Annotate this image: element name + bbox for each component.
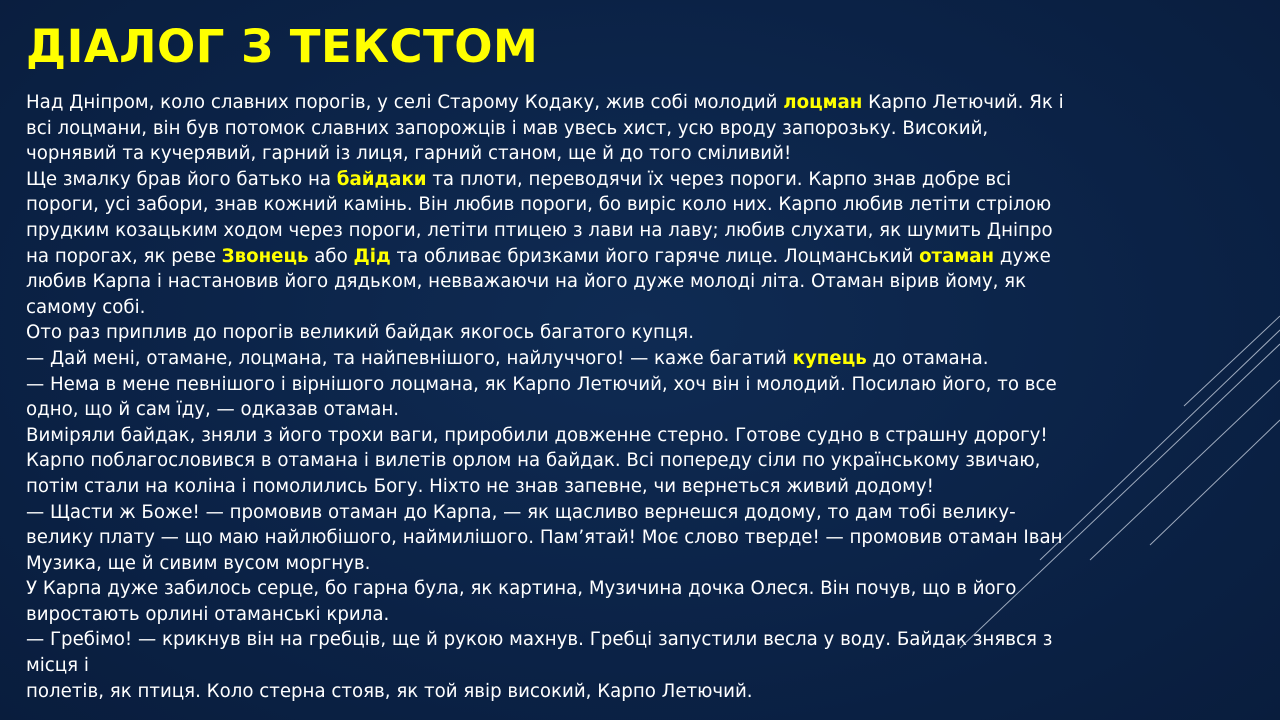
text-line	[26, 320, 1256, 346]
text-segment: місця і	[26, 655, 89, 677]
text-segment: — Щасти ж Боже! — промовив отаман до Карпа, — як щасливо вернешся додому, то дам тобі велику-	[26, 501, 1016, 523]
text-line	[26, 474, 1256, 500]
text-segment: Ото раз приплив до порогів великий байдак якогось багатого купця.	[26, 322, 694, 344]
text-line	[26, 653, 1256, 679]
text-segment: Над Дніпром, коло славних порогів, у селі Старому Кодаку, жив собі молодий	[26, 92, 784, 113]
highlighted-word: лоцман	[783, 92, 863, 113]
text-segment: велику плату — що маю найлюбішого, наймилішого. Пам’ятай! Моє слово тверде! — промовив отаман Іван	[26, 527, 1063, 549]
text-line	[26, 397, 1256, 423]
text-segment: та обливає бризками його гаряче лице. Лоцманський	[390, 245, 920, 267]
story-text	[26, 90, 1256, 704]
text-segment: — Гребімо! — крикнув він на гребців, ще й рукою махнув. Гребці запустили весла у воду. Байдак знявся з	[26, 629, 1053, 651]
text-line	[26, 346, 1256, 372]
text-line	[26, 551, 1256, 577]
text-segment: всі лоцмани, він був потомок славних запорожців і мав увесь хист, усю вроду запорозьку. Високий,	[26, 117, 989, 139]
text-segment: потім стали на коліна і помолились Богу. Ніхто не знав запевне, чи вернеться живий додому!	[26, 475, 934, 497]
highlighted-word: байдаки	[336, 168, 427, 190]
text-line	[26, 627, 1256, 653]
highlighted-word: Звонець	[221, 245, 309, 267]
text-segment: любив Карпа і настановив його дядьком, невважаючи на його дуже молоді літа. Отаман вірив йому, як	[26, 271, 1027, 293]
text-line	[26, 192, 1256, 218]
text-line	[26, 576, 1256, 602]
text-line	[26, 141, 1256, 167]
text-line	[26, 602, 1256, 628]
text-segment: одно, що й сам їду, — одказав отаман.	[26, 399, 400, 421]
text-line	[26, 167, 1256, 193]
text-line	[26, 295, 1256, 321]
text-segment: або	[308, 245, 354, 267]
text-segment: Виміряли байдак, зняли з його трохи ваги, приробили довженне стерно. Готове судно в страшну дорогу!	[26, 424, 1048, 446]
text-line	[26, 116, 1256, 142]
text-segment: пороги, усі забори, знав кожний камінь. Він любив пороги, бо виріс коло них. Карпо любив летіти стрілою	[26, 194, 1052, 216]
text-segment: чорнявий та кучерявий, гарний із лиця, гарний станом, ще й до того сміливий!	[26, 143, 792, 165]
text-segment: У Карпа дуже забилось серце, бо гарна була, як картина, Музичина дочка Олеся. Він почув, що в його	[26, 578, 1017, 600]
text-segment: до отамана.	[866, 347, 989, 369]
highlighted-word: купець	[792, 347, 867, 369]
text-segment: та плоти, переводячи їх через пороги. Карпо знав добре всі	[426, 168, 1012, 190]
text-segment: на порогах, як реве	[26, 245, 222, 267]
text-segment: самому собі.	[26, 296, 146, 318]
text-segment: Карпо Летючий. Як і	[862, 92, 1064, 113]
text-segment: — Дай мені, отамане, лоцмана, та найпевнішого, найлуччого! — каже багатий	[26, 347, 793, 369]
text-line	[26, 679, 1256, 705]
text-segment: — Нема в мене певнішого і вірнішого лоцмана, як Карпо Летючий, хоч він і молодий. Посилаю його, то все	[26, 373, 1057, 395]
text-segment: виростають орлині отаманські крила.	[26, 603, 390, 625]
text-line	[26, 244, 1256, 270]
text-line	[26, 218, 1256, 244]
highlighted-word: отаман	[919, 245, 995, 267]
text-segment: Ще змалку брав його батько на	[26, 168, 337, 190]
slide-title: ДІАЛОГ З ТЕКСТОМ	[26, 20, 539, 73]
text-line	[26, 423, 1256, 449]
text-line	[26, 500, 1256, 526]
text-segment: Карпо поблагословився в отамана і вилетів орлом на байдак. Всі попереду сіли по українському звичаю,	[26, 450, 1041, 472]
text-segment: Музика, ще й сивим вусом моргнув.	[26, 552, 371, 574]
highlighted-word: Дід	[353, 245, 391, 267]
text-line	[26, 269, 1256, 295]
text-line	[26, 525, 1256, 551]
text-line	[26, 448, 1256, 474]
text-segment: прудким козацьким ходом через пороги, летіти птицею з лави на лаву; любив слухати, як шумить Дніпро	[26, 219, 1053, 241]
text-segment: полетів, як птиця. Коло стерна стояв, як той явір високий, Карпо Летючий.	[26, 680, 753, 702]
text-segment: дуже	[994, 245, 1051, 267]
text-line	[26, 372, 1256, 398]
text-line	[26, 90, 1256, 116]
